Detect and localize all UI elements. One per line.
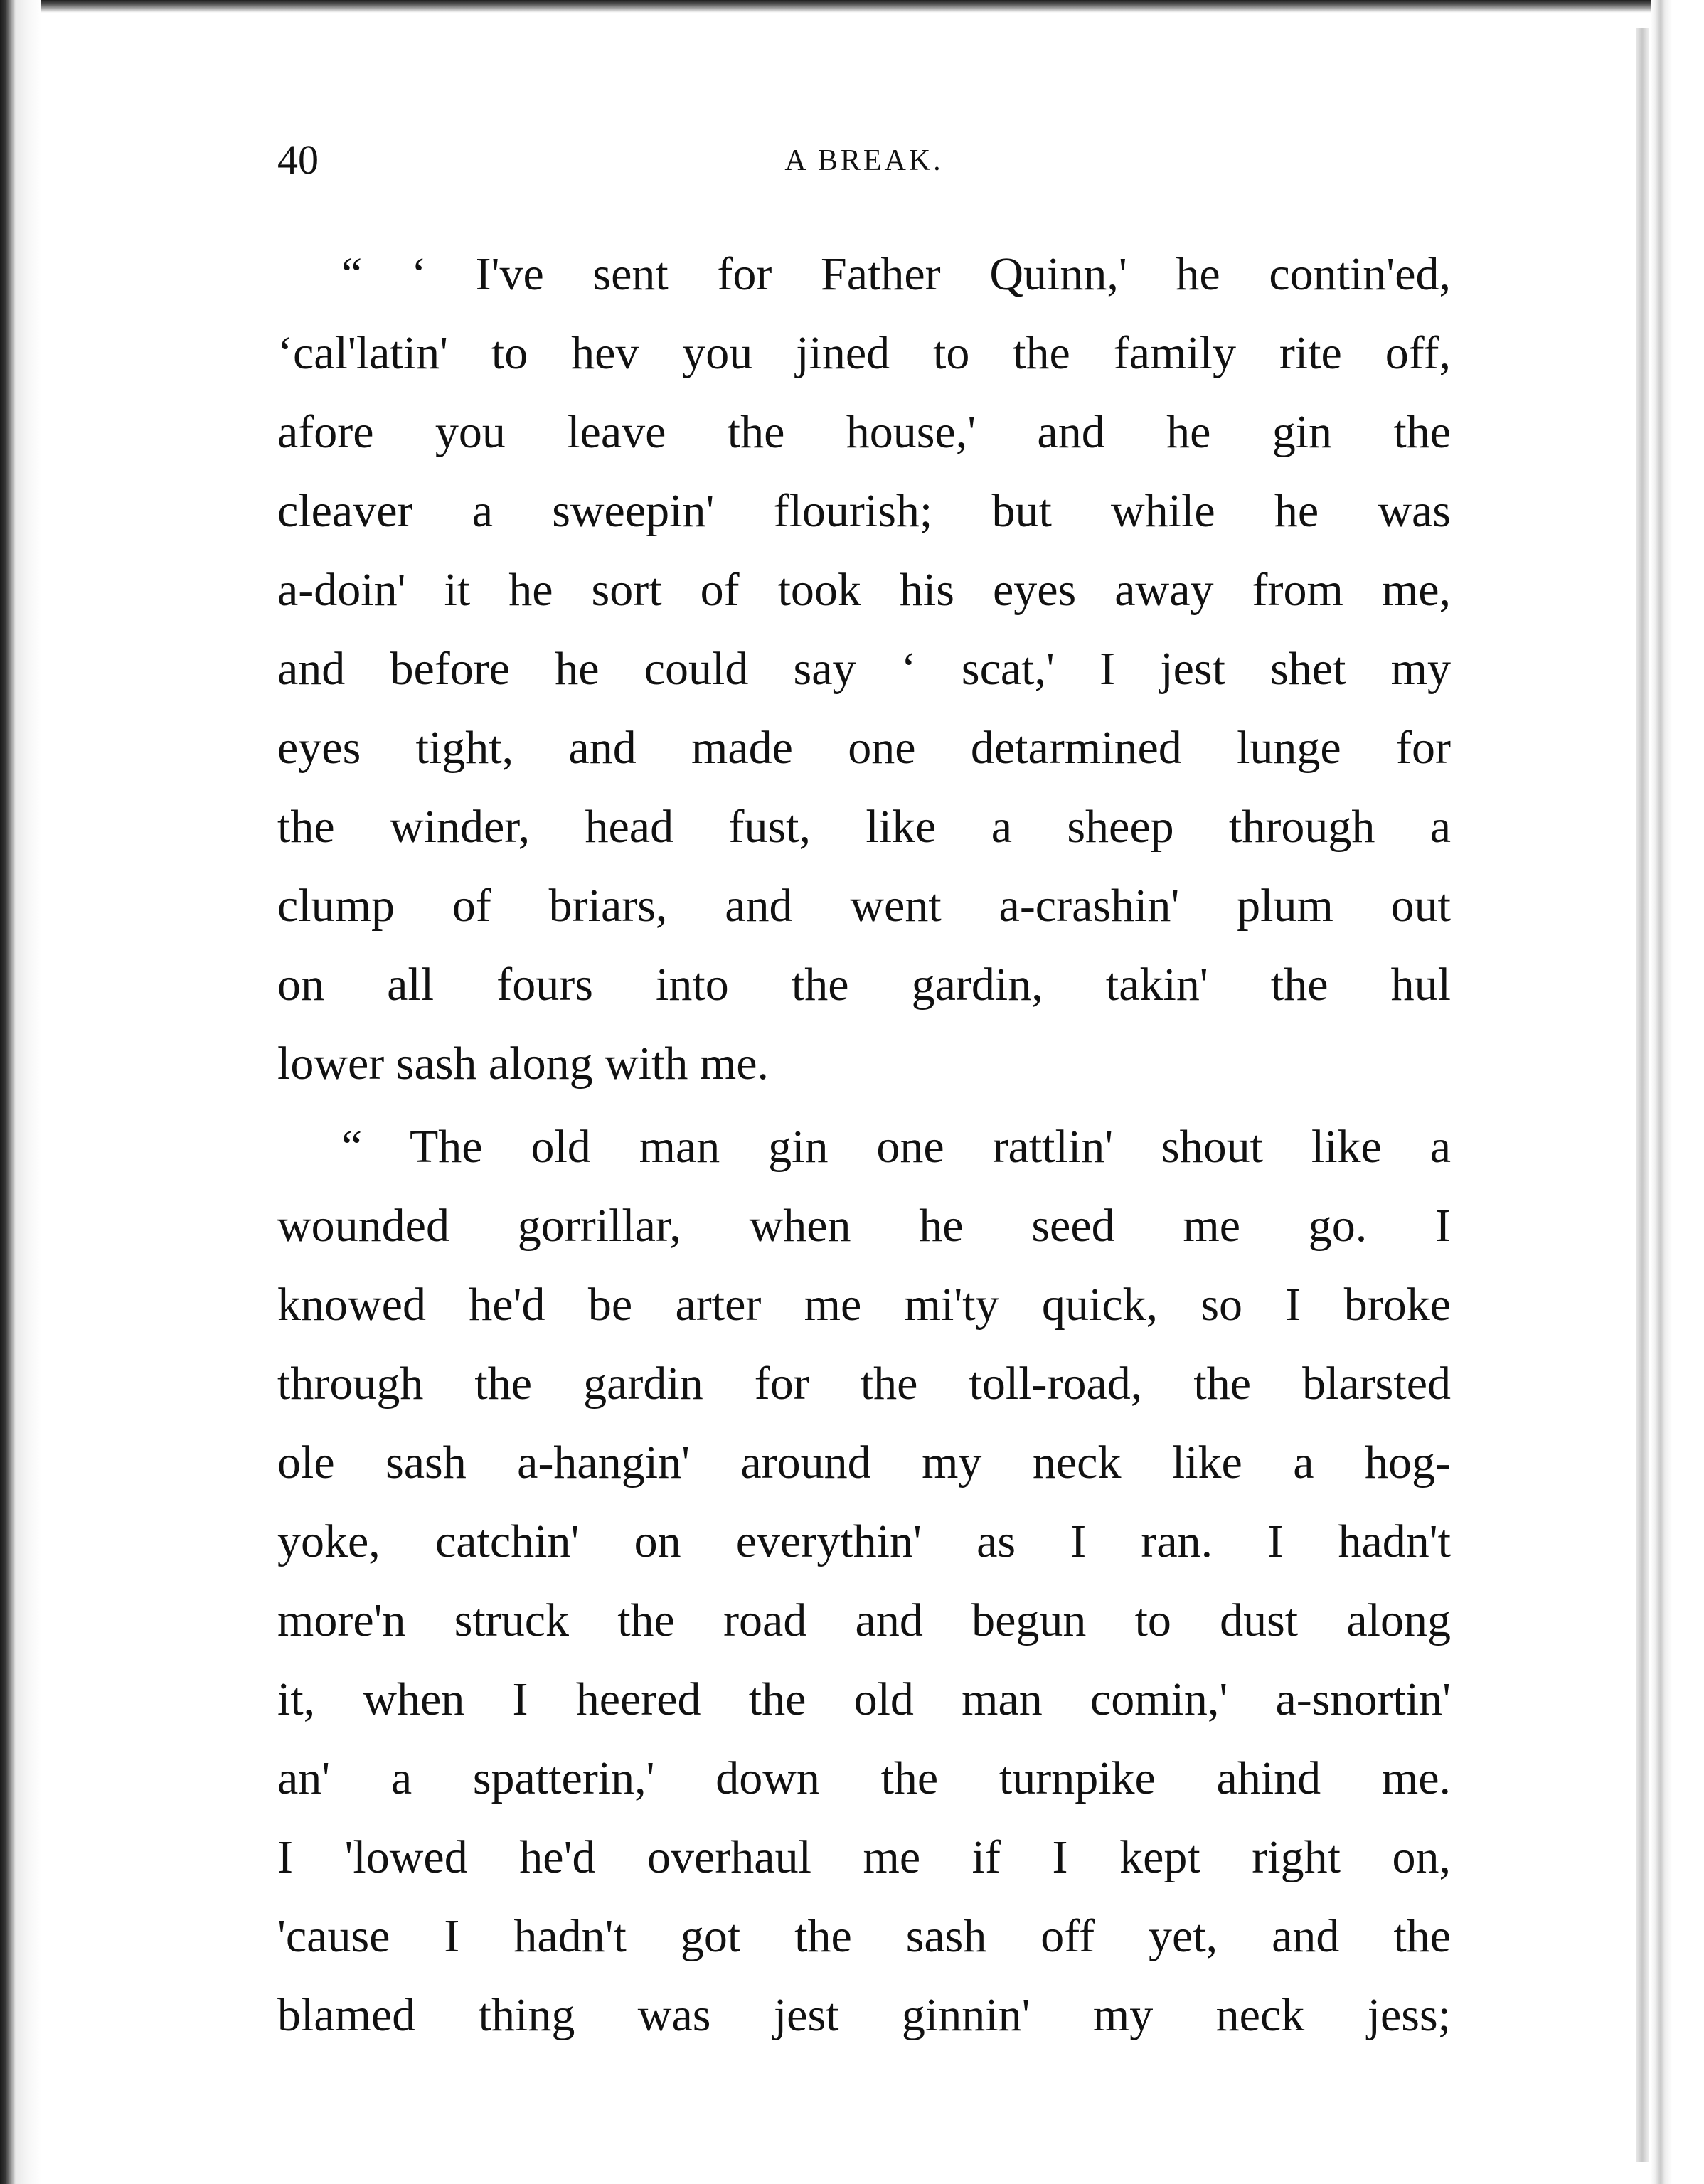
text-line: a-doin' it he sort of took his eyes away from me, (277, 564, 1451, 616)
page-header (277, 135, 1451, 192)
text-line: I 'lowed he'd overhaul me if I kept right on, (277, 1831, 1451, 1883)
text-line: knowed he'd be arter me mi'ty quick, so I broke (277, 1279, 1451, 1331)
text-line: 'cause I hadn't got the sash off yet, and the (277, 1910, 1451, 1962)
text-line: the winder, head fust, like a sheep through a (277, 801, 1451, 853)
text-line: cleaver a sweepin' flourish; but while he was (277, 485, 1451, 537)
binding-shadow (1636, 28, 1649, 2162)
text-line: on all fours into the gardin, takin' the hul (277, 959, 1451, 1011)
text-line: wounded gorrillar, when he seed me go. I (277, 1200, 1451, 1252)
page-left-edge (0, 0, 41, 2184)
text-line: clump of briars, and went a-crashin' plum out (277, 880, 1451, 932)
paragraph (277, 1107, 1451, 2055)
text-line: and before he could say ‘ scat,' I jest shet my (277, 643, 1451, 695)
text-line: blamed thing was jest ginnin' my neck jess; (277, 1989, 1451, 2041)
text-line: “ The old man gin one rattlin' shout like a (341, 1121, 1451, 1173)
page-number: 40 (277, 137, 319, 183)
text-line: ‘cal'latin' to hev you jined to the family rite off, (277, 327, 1451, 379)
text-line: it, when I heered the old man comin,' a-snortin' (277, 1673, 1451, 1725)
page-right-edge (1651, 0, 1704, 2184)
text-line: afore you leave the house,' and he gin the (277, 406, 1451, 458)
body-text (277, 235, 1451, 2055)
text-line: eyes tight, and made one detarmined lunge for (277, 722, 1451, 774)
running-head: A BREAK. (784, 144, 944, 177)
page-top-edge (0, 0, 1704, 13)
text-line: through the gardin for the toll-road, the blarsted (277, 1358, 1451, 1410)
text-line: an' a spatterin,' down the turnpike ahind me. (277, 1752, 1451, 1804)
text-line: “ ‘ I've sent for Father Quinn,' he contin'ed, (341, 248, 1451, 300)
text-line: ole sash a-hangin' around my neck like a hog- (277, 1437, 1451, 1488)
text-line: lower sash along with me. (277, 1038, 770, 1090)
text-line: yoke, catchin' on everythin' as I ran. I hadn't (277, 1516, 1451, 1567)
paragraph (277, 235, 1451, 1103)
text-line: more'n struck the road and begun to dust along (277, 1594, 1451, 1646)
